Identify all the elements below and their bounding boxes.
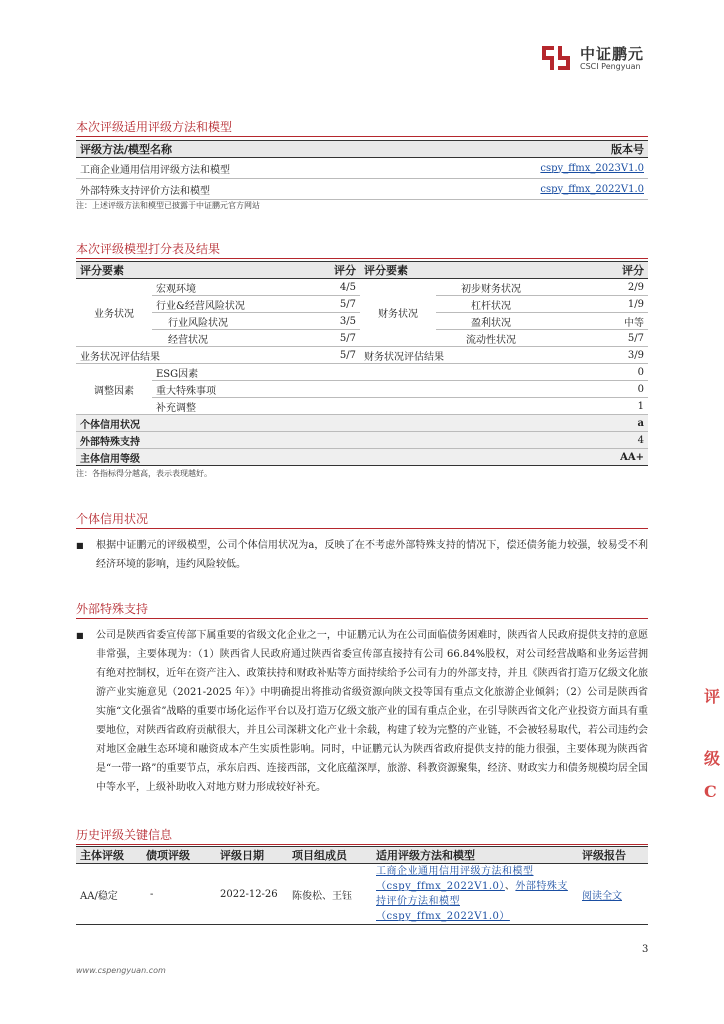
bond-rating: - [150,888,154,900]
table-row [76,347,648,364]
adjust-label: 补充调整 [152,398,546,415]
header-method: 适用评级方法和模型 [372,847,578,864]
stamp-char-b: 级 [704,749,721,768]
finance-result-label: 财务状况评估结果 [360,347,546,364]
business-result-label: 业务状况评估结果 [76,347,282,364]
final-score: a [546,415,648,432]
page-number: 3 [642,944,649,955]
factor-score: 1/9 [546,296,648,313]
method-name: 外部特殊支持评价方法和模型 [76,179,411,200]
factor-score: 5/7 [282,330,360,347]
finance-result-score: 3/9 [546,347,648,364]
logo-en-text: CSCI Pengyuan [580,62,641,71]
stamp-char-a: 评 [704,687,721,706]
final-score: AA+ [620,451,644,463]
header-score-2: 评分 [546,262,648,279]
table-row [76,364,648,381]
external-support-paragraph [76,626,648,797]
section-title-scorecard: 本次评级模型打分表及结果 [76,242,221,256]
section-divider [76,258,648,259]
table-row [76,158,648,179]
bullet-icon: ■ [76,631,84,640]
table-row [76,179,648,200]
header-entity-rating: 主体评级 [76,847,142,864]
header-score: 评分 [282,262,360,279]
external-support-text: 公司是陕西省委宣传部下属重要的省级文化企业之一，中证鹏元认为在公司面临债务困难时，陕西省人民政府提供支持的意愿非常强，主要体现为：（1）陕西省人民政府通过陕西省委宣传部直接持有公司 66.84%股权，对公司经营战略和业务运营拥有绝对控制权，近年在资产注入、政策扶持和财政补贴等方面持续给予公司有力的外部支持，并且《陕西省打造万亿级文化旅游产业实施意见（2021-2025 年）》中明确提出将推动省级资源向陕文投等国有重点文化旅游企业倾斜；（2）公司是陕西省实施“文化强省”战略的重要市场化运作平台以及打造万亿级文旅产业的国有重点企业，在引导陕西省文化产业投资方面具有重要地位，对陕西省政府贡献很大，并且公司深耕文化产业十余载，构建了较为完整的产业链，不会被轻易取代，若公司违约会对地区金融生态环境和融资成本产生实质性影响。同时，中证鹏元认为陕西省政府提供支持的能力很强，主要体现为陕西省是“一带一路”的重要节点，承东启西、连接西部，文化底蕴深厚，旅游、科教资源聚集，经济、财政实力和债务规模均居全国中等水平，上级补助收入对地方财力形成较好补充。 [96,630,648,793]
finance-group-label: 财务状况 [360,279,436,347]
section-title-history: 历史评级关键信息 [76,828,173,842]
adjust-score: 0 [546,381,648,398]
scorecard-note: 注：各指标得分越高，表示表现越好。 [76,469,212,478]
table-row [76,449,648,466]
table-header-row [76,262,648,279]
read-report-link[interactable]: 阅读全文 [582,890,622,902]
header-members: 项目组成员 [288,847,372,864]
bullet-icon: ■ [76,541,84,550]
header-bond-rating: 债项评级 [142,847,216,864]
factor-score: 3/5 [282,313,360,330]
table-header-row [76,847,648,864]
factor-label: 行业风险状况 [152,313,282,330]
factor-label: 宏观环境 [152,279,282,296]
factor-label: 初步财务状况 [436,279,546,296]
company-logo [540,40,655,76]
section-divider [76,136,648,137]
section-title-external: 外部特殊支持 [76,602,149,616]
method-link-b[interactable]: 外部特殊支持评价方法和模型（cspy_ffmx_2022V1.0） [376,881,568,922]
stamp-char-c: C [704,782,717,801]
table-header-row [76,141,648,158]
table-row [76,864,648,925]
header-factor: 评分要素 [76,262,282,279]
business-group-label: 业务状况 [76,279,152,347]
section-title-individual: 个体信用状况 [76,512,149,526]
method-separator: 、 [504,881,516,892]
footer-url: www.cspengyuan.com [76,966,166,975]
rating-date: 2022-12-26 [220,888,278,900]
header-method-name: 评级方法/模型名称 [76,141,411,158]
table-row [76,381,648,398]
entity-rating: AA/稳定 [80,890,118,902]
factor-label: 经营状况 [152,330,282,347]
final-score: 4 [546,432,648,449]
version-link[interactable]: cspy_ffmx_2022V1.0 [540,183,644,195]
business-result-score: 5/7 [282,347,360,364]
individual-credit-text: 根据中证鹏元的评级模型，公司个体信用状况为a，反映了在不考虑外部特殊支持的情况下，偿还债务能力较强，较易受不利经济环境的影响，违约风险较低。 [96,540,648,570]
project-members: 陈俊松、王钰 [292,890,352,902]
header-report: 评级报告 [578,847,648,864]
version-link[interactable]: cspy_ffmx_2023V1.0 [540,162,644,174]
individual-credit-paragraph [76,536,648,574]
final-label: 个体信用状况 [76,415,546,432]
factor-score: 2/9 [546,279,648,296]
scorecard-table [76,261,648,466]
table-row [76,398,648,415]
section-divider [76,618,648,619]
adjust-label: ESG因素 [152,364,546,381]
final-label: 外部特殊支持 [76,432,546,449]
methods-note: 注：上述评级方法和模型已披露于中证鹏元官方网站 [76,201,260,210]
section-divider [76,844,648,845]
table-row [76,279,648,296]
factor-label: 杠杆状况 [436,296,546,313]
table-row [76,415,648,432]
logo-cn-text: 中证鹏元 [580,45,645,63]
table-row [76,432,648,449]
method-link-a[interactable]: 工商企业通用信用评级方法和模型（cspy_ffmx_2022V1.0） [376,866,534,892]
header-date: 评级日期 [216,847,288,864]
adjust-group-label: 调整因素 [76,364,152,415]
adjust-label: 重大特殊事项 [152,381,546,398]
final-label: 主体信用等级 [80,453,140,465]
method-name: 工商企业通用信用评级方法和模型 [76,158,411,179]
factor-score: 中等 [546,313,648,330]
adjust-score: 1 [546,398,648,415]
section-title-methods: 本次评级适用评级方法和模型 [76,120,233,134]
section-divider [76,528,648,529]
header-version: 版本号 [411,141,648,158]
history-table [76,846,648,925]
header-factor-2: 评分要素 [360,262,546,279]
factor-score: 5/7 [546,330,648,347]
methods-table [76,140,648,200]
factor-label: 盈利状况 [436,313,546,330]
csci-logo-icon [540,42,572,74]
factor-label: 行业&经营风险状况 [152,296,282,313]
factor-score: 5/7 [282,296,360,313]
factor-score: 4/5 [282,279,360,296]
factor-label: 流动性状况 [436,330,546,347]
adjust-score: 0 [546,364,648,381]
